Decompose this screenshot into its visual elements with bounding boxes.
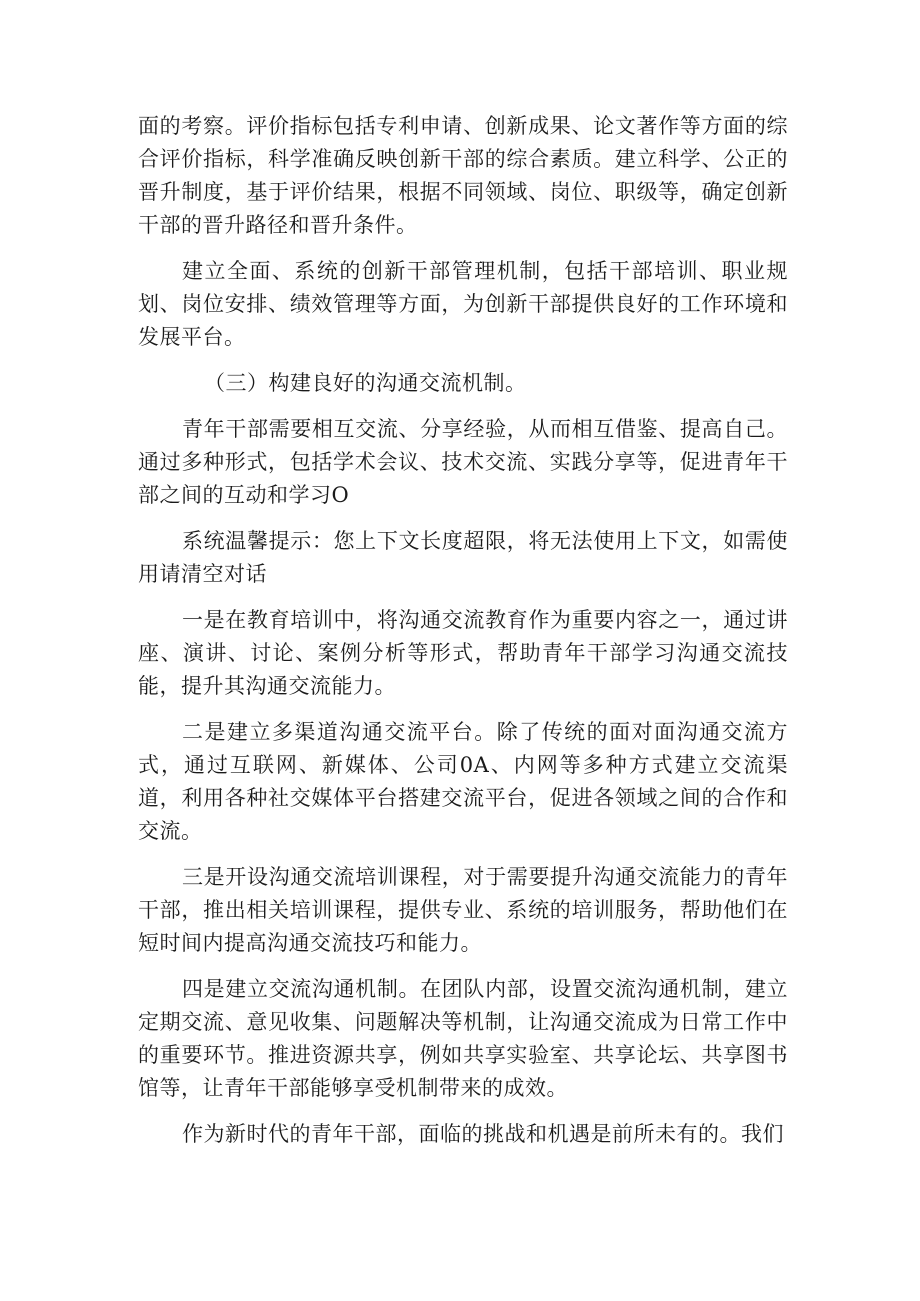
paragraph-closing: 作为新时代的青年干部，面临的挑战和机遇是前所未有的。我们 [182,1122,784,1146]
paragraph-point-three: 三是开设沟通交流培训课程，对于需要提升沟通交流能力的青年干部，推出相关培训课程，提供专业、系统的培训服务，帮助他们在短时间内提高沟通交流技巧和能力。 [138,865,788,955]
paragraph-system-notice: 系统温馨提示：您上下文长度超限，将无法使用上下文，如需使用请清空对话 [138,529,788,586]
section-heading-communication: （三）构建良好的沟通交流机制。 [204,371,527,395]
paragraph-point-two: 二是建立多渠道沟通交流平台。除了传统的面对面沟通交流方式，通过互联网、新媒体、公司0A、内网等多种方式建立交流渠道，利用各种社交媒体平台搭建交流平台，促进各领域之间的合作和交流。 [138,720,788,843]
document-body [138,110,788,1164]
paragraph-communication-intro: 青年干部需要相互交流、分享经验，从而相互借鉴、提高自己。通过多种形式，包括学术会议、技术交流、实践分享等，促进青年干部之间的互动和学习O [138,417,788,507]
paragraph-evaluation-continued: 面的考察。评价指标包括专利申请、创新成果、论文著作等方面的综合评价指标，科学准确反映创新干部的综合素质。建立科学、公正的晋升制度，基于评价结果，根据不同领域、岗位、职级等，确定创新干部的晋升路径和晋升条件。 [138,114,788,237]
paragraph-point-one: 一是在教育培训中，将沟通交流教育作为重要内容之一，通过讲座、演讲、讨论、案例分析等形式，帮助青年干部学习沟通交流技能，提升其沟通交流能力。 [138,608,788,698]
paragraph-management-mechanism: 建立全面、系统的创新干部管理机制，包括干部培训、职业规划、岗位安排、绩效管理等方面，为创新干部提供良好的工作环境和发展平台。 [138,259,788,349]
paragraph-point-four: 四是建立交流沟通机制。在团队内部，设置交流沟通机制，建立定期交流、意见收集、问题解决等机制，让沟通交流成为日常工作中的重要环节。推进资源共享，例如共享实验室、共享论坛、共享图书馆等，让青年干部能够享受机制带来的成效。 [138,977,788,1100]
